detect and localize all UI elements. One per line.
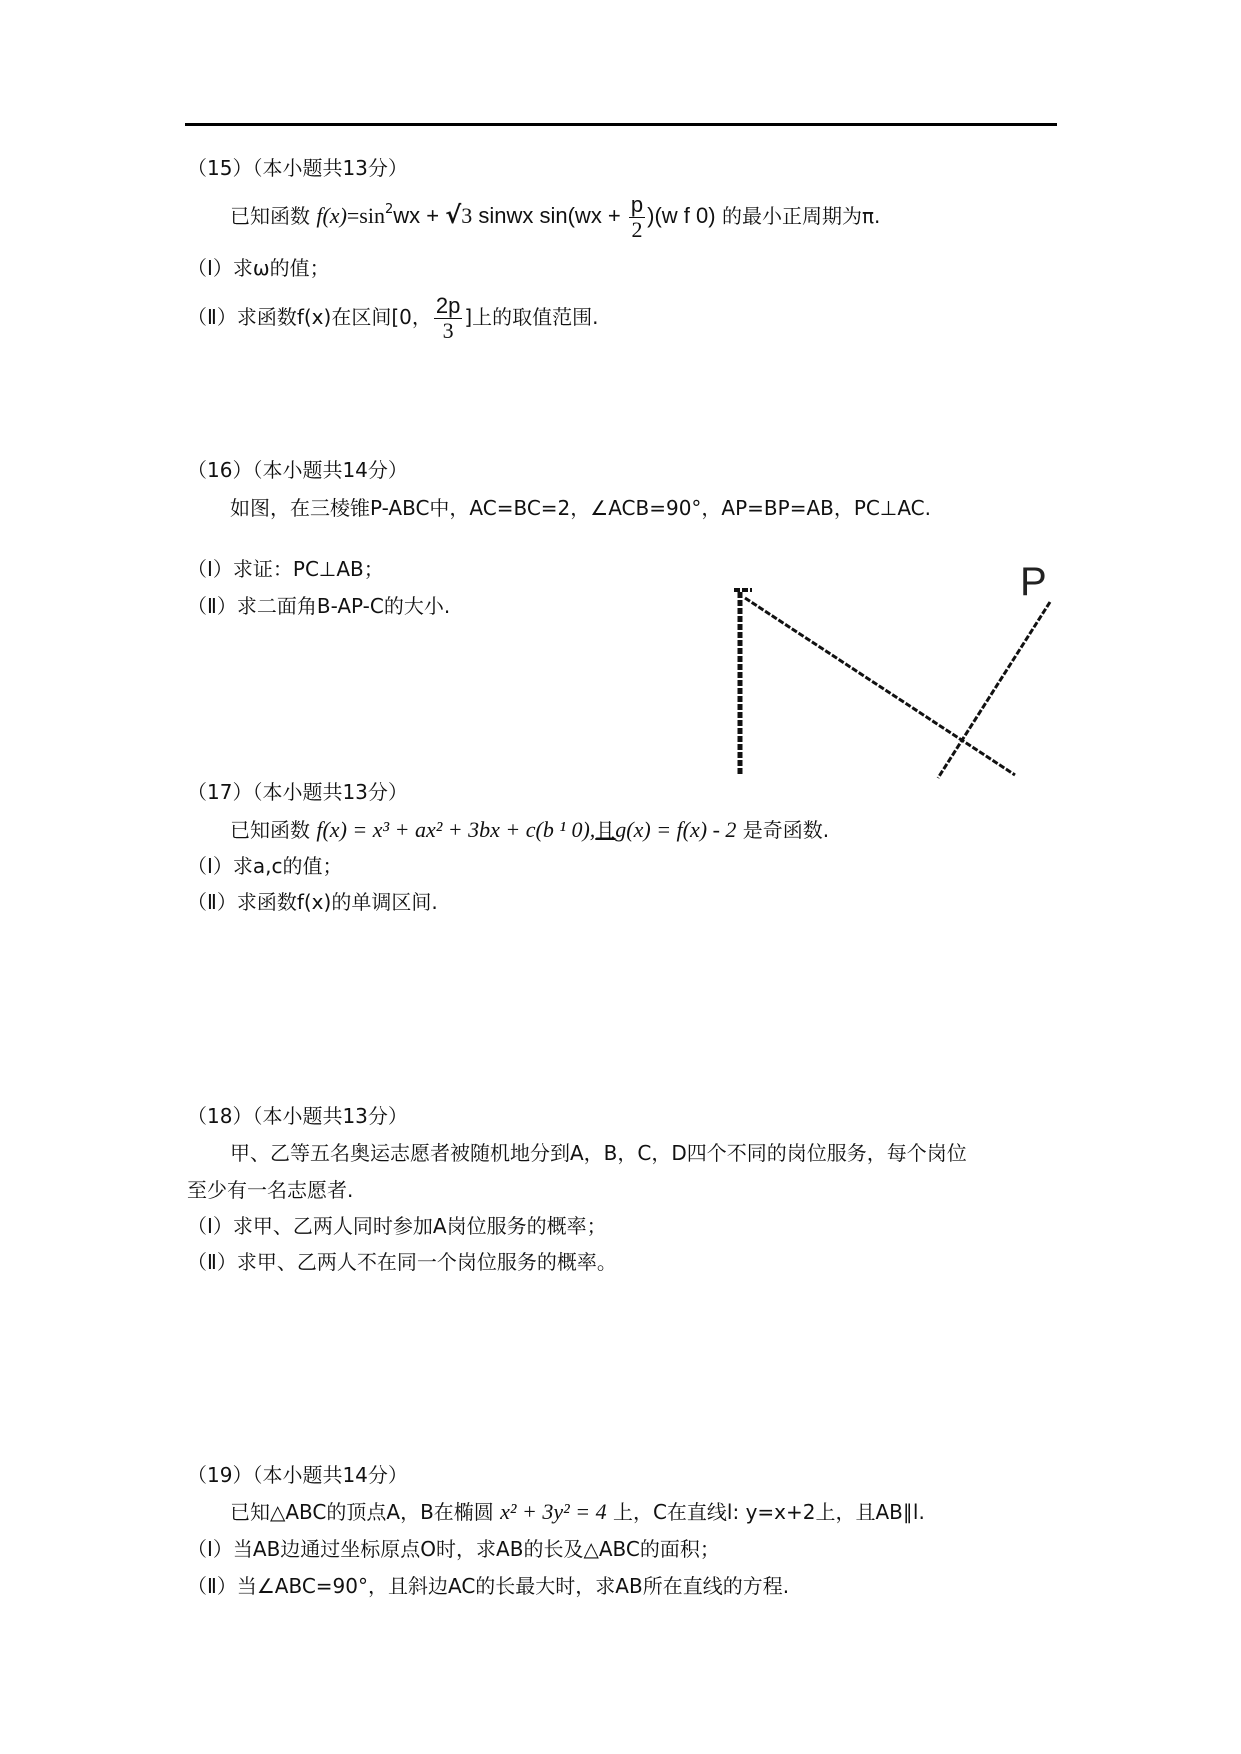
problem-18-part-2	[187, 1250, 617, 1274]
problem-17-part-1	[187, 854, 343, 878]
problem-number: （19）	[187, 1463, 253, 1487]
part-text: 当AB边通过坐标原点O时，求AB的长及△ABC的面积；	[232, 1537, 720, 1561]
problem-15-part-1	[187, 256, 330, 280]
problem-number: （18）	[187, 1104, 253, 1128]
superscript: 2	[384, 202, 394, 217]
problem-number: （17）	[187, 780, 253, 804]
part-text: 求二面角B-AP-C的大小.	[236, 594, 451, 618]
part-label: （Ⅰ）	[187, 1537, 233, 1561]
formula: x² + 3y² = 4	[500, 1499, 607, 1524]
stem-text: 已知函数	[230, 204, 310, 228]
part-text: 求证：PC⊥AB；	[232, 557, 384, 581]
part-text: 求甲、乙两人同时参加A岗位服务的概率；	[232, 1214, 607, 1238]
part-label: （Ⅰ）	[187, 854, 233, 878]
problem-17-stem	[230, 818, 829, 842]
part-label: （Ⅱ）	[187, 1574, 237, 1598]
problem-19-stem	[230, 1500, 925, 1524]
problem-15-heading	[187, 156, 408, 180]
fraction-numerator: 2p	[435, 293, 461, 318]
edge-diagonal-2	[938, 602, 1050, 778]
sqrt-symbol: √	[445, 201, 462, 229]
problem-points: （本小题共13分）	[252, 156, 408, 180]
problem-19-part-2	[187, 1574, 789, 1598]
fraction-denominator: 3	[442, 318, 454, 343]
stem-text: 上，C在直线l: y=x+2上，且AB∥l.	[612, 1500, 925, 1524]
problem-15-part-2	[187, 294, 599, 343]
problem-points: （本小题共13分）	[252, 1104, 408, 1128]
part-label: （Ⅱ）	[187, 1250, 237, 1274]
problem-points: （本小题共14分）	[252, 458, 408, 482]
formula-part: )(w f 0)	[647, 203, 716, 228]
fraction-denominator: 2	[631, 217, 643, 242]
fraction	[434, 294, 462, 343]
problem-number: （16）	[187, 458, 253, 482]
problem-16-heading	[187, 458, 408, 482]
part-label: （Ⅱ）	[187, 305, 237, 329]
part-label: （Ⅱ）	[187, 594, 237, 618]
edge-diagonal-1	[745, 598, 1015, 775]
stem-text: 的最小正周期为π.	[721, 204, 881, 228]
part-text: 当∠ABC=90°，且斜边AC的长最大时，求AB所在直线的方程.	[236, 1574, 790, 1598]
problem-18-heading	[187, 1104, 408, 1128]
part-text: 求甲、乙两人不在同一个岗位服务的概率。	[236, 1250, 617, 1274]
stem-text: 是奇函数.	[742, 818, 830, 842]
formula: g(x) = f(x) - 2	[615, 817, 737, 842]
pyramid-figure	[720, 540, 1070, 790]
problem-18-part-1	[187, 1214, 607, 1238]
formula-lhs: f(x)	[316, 203, 347, 228]
problem-17-part-2	[187, 890, 438, 914]
problem-19-heading	[187, 1463, 408, 1487]
part-label: （Ⅱ）	[187, 890, 237, 914]
problem-number: （15）	[187, 156, 253, 180]
problem-18-stem-line-2: 至少有一名志愿者.	[187, 1178, 354, 1202]
problem-16-stem: 如图，在三棱锥P-ABC中，AC=BC=2，∠ACB=90°，AP=BP=AB，PC⊥AC.	[230, 496, 931, 520]
part-label: （Ⅰ）	[187, 1214, 233, 1238]
formula-part: =sin	[346, 203, 385, 228]
sqrt-value: 3	[461, 203, 473, 228]
pyramid-diagram-icon	[720, 540, 1070, 790]
part-text: 求函数f(x)的单调区间.	[236, 890, 438, 914]
vertex-label-p: P	[1020, 560, 1047, 604]
problem-17-heading	[187, 780, 408, 804]
formula-part: sinwx sin(wx +	[472, 203, 627, 228]
problem-16-part-1	[187, 557, 384, 581]
problem-15-stem	[230, 193, 880, 242]
part-text: 求a,c的值；	[232, 854, 343, 878]
formula-part: wx +	[393, 203, 446, 228]
problem-19-part-1	[187, 1537, 720, 1561]
problem-points: （本小题共14分）	[252, 1463, 408, 1487]
fraction	[629, 193, 645, 242]
part-text: ]上的取值范围.	[464, 305, 599, 329]
problem-points: （本小题共13分）	[252, 780, 408, 804]
formula: f(x) = x³ + ax² + 3bx + c(b ¹ 0),	[316, 817, 596, 842]
problem-16-part-2	[187, 594, 450, 618]
stem-text: 且	[595, 818, 616, 842]
part-text: 求ω的值；	[232, 256, 330, 280]
stem-text: 已知△ABC的顶点A，B在椭圆	[230, 1500, 494, 1524]
header-rule	[185, 123, 1057, 126]
stem-text: 已知函数	[230, 818, 310, 842]
part-label: （Ⅰ）	[187, 256, 233, 280]
part-text: 求函数f(x)在区间[0，	[236, 305, 432, 329]
problem-18-stem-line-1: 甲、乙等五名奥运志愿者被随机地分到A，B，C，D四个不同的岗位服务，每个岗位	[230, 1141, 967, 1165]
fraction-numerator: p	[630, 192, 644, 217]
part-label: （Ⅰ）	[187, 557, 233, 581]
